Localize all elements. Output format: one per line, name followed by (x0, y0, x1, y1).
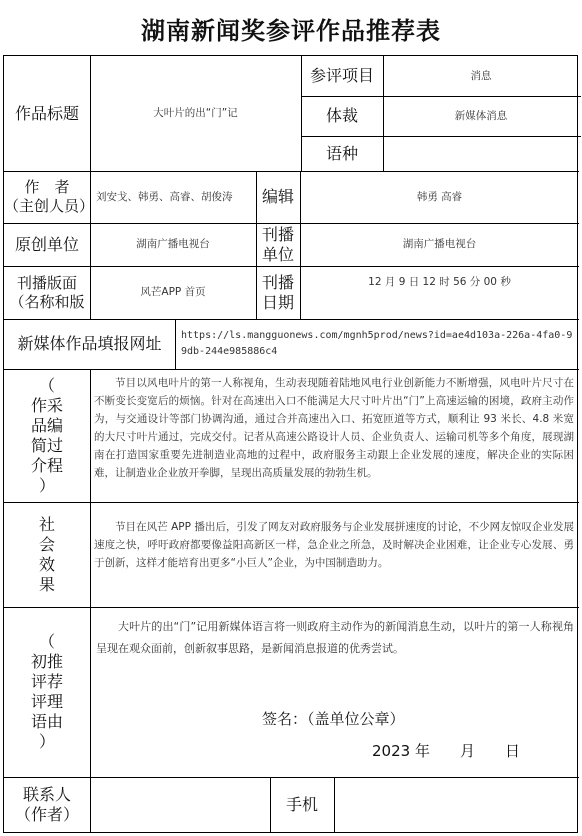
url-label: 新媒体作品填报网址 (17, 334, 162, 353)
author-value: 刘安戈、韩勇、高睿、胡俊涛 (96, 190, 233, 203)
language-label: 语种 (325, 143, 358, 163)
publish-unit-value: 湖南广播电视台 (402, 238, 477, 251)
contact-value[interactable] (90, 777, 270, 832)
submission-url-link[interactable]: https://ls.mangguonews.com/mgnh5prod/news?id=ae4d103a-226a-4fa0-99db-244e985886c4 (181, 330, 573, 357)
category-label: 参评项目 (309, 66, 374, 85)
review-label: （ 初推 评荐 评理 语由 ） (30, 632, 63, 751)
date-line: 2023 年 月 日 (372, 742, 520, 760)
process-label: （ 作采 品编 简过 介程 ） (30, 375, 63, 495)
contact-label: 联系人 （作者） (14, 784, 79, 824)
genre-label: 体裁 (325, 106, 358, 125)
phone-label: 手机 (285, 794, 318, 814)
language-value (383, 136, 579, 171)
editor-value: 韩勇 高睿 (416, 190, 463, 203)
process-text: 节目以风电叶片的第一人称视角，生动表现随着陆地风电行业创新能力不断增强，风电叶片尺寸在不断变长变宽后的烦恼。针对在高速出入口不能满足大尺寸叶片出“门”上高速运输的困境，政府主动作为，与交通设计等部门协调沟通，通过合并高速出入口、拓宽匝道等方式，顺利让 93 米长、4.8 米宽的大尺寸叶片通过，完成交付。记者从高速公路设计人员、企业负责人、运输司机等多个角度，展现湖南在打造国家重要先进制造业高地的过程中，政府服务主动跟上企业发展的速度，解决企业的实际困难，让制造业企业放开拳脚，呈现出高质量发展的勃勃生机。 (94, 377, 574, 479)
publish-page-label: 刊播版面 （名称和版 (9, 273, 85, 311)
publish-page-value: 风芒APP 首页 (140, 286, 206, 299)
category-value: 消息 (470, 69, 492, 82)
genre-value: 新媒体消息 (454, 109, 508, 122)
effect-label: 社 会 效 果 (38, 514, 55, 594)
publish-date-label: 刊播 日期 (261, 272, 294, 312)
work-title-value: 大叶片的出“门”记 (153, 107, 238, 120)
author-label: 作 者 （主创人员） (4, 178, 95, 215)
phone-value[interactable] (334, 777, 579, 832)
original-unit-value: 湖南广播电视台 (136, 238, 210, 251)
original-unit-label: 原创单位 (14, 234, 79, 254)
review-text: 大叶片的出“门”记用新媒体语言将一则政府主动作为的新闻消息生动，以叶片的第一人称视角呈现在观众面前，创新叙事思路，是新闻消息报道的优秀尝试。 (96, 620, 574, 655)
publish-date-value: 12 月 9 日 12 时 56 分 00 秒 (368, 276, 511, 288)
signature-line: 签名：（盖单位公章） (262, 710, 405, 728)
work-title-label: 作品标题 (14, 103, 79, 123)
recommendation-form (3, 55, 578, 833)
editor-label: 编辑 (261, 187, 294, 206)
publish-unit-label: 刊播 单位 (261, 224, 294, 264)
effect-text: 节目在风芒 APP 播出后，引发了网友对政府服务与企业发展拼速度的讨论，不少网友惊叹企业发展速度之快，呼吁政府都要像益阳高新区一样，急企业之所急，及时解决企业困难，让企业专心发展、勇于创新，这样才能培育出更多“小巨人”企业，为中国制造助力。 (94, 521, 574, 569)
page-title: 湖南新闻奖参评作品推荐表 (141, 15, 441, 45)
